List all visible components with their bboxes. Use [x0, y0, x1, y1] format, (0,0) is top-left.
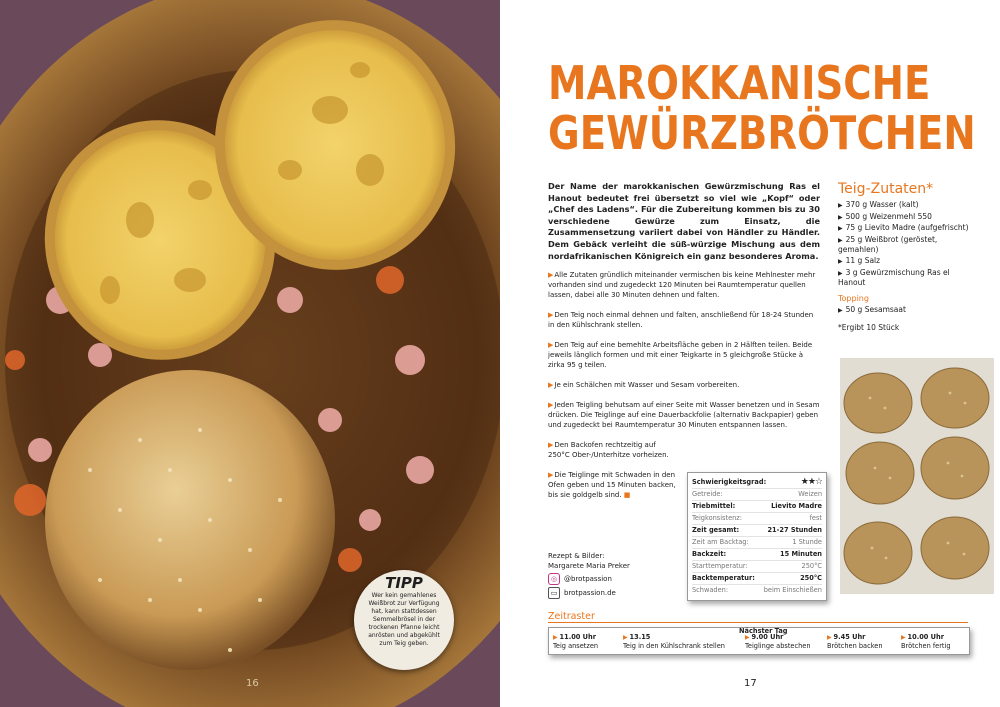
website-row[interactable]	[548, 587, 688, 599]
zeitraster-bar	[548, 627, 970, 655]
arrow-icon: ▶	[548, 401, 554, 409]
info-row	[692, 573, 822, 585]
instagram-icon: ◎	[548, 573, 560, 585]
page-number-right: 17	[744, 678, 757, 689]
tip-bubble	[354, 570, 454, 670]
ingredient-item: ▶ 370 g Wasser (kalt)	[838, 200, 919, 209]
step-text: Je ein Schälchen mit Wasser und Sesam vorbereiten.	[554, 381, 740, 389]
ingredients	[838, 181, 988, 332]
recipe-title	[548, 56, 976, 160]
info-value: beim Einschießen	[763, 586, 822, 594]
info-label: Triebmittel:	[692, 502, 736, 510]
info-value: Weizen	[798, 490, 822, 498]
credits-label: Rezept & Bilder:	[548, 552, 605, 560]
zeitraster-entry: ▶ 11.00 Uhr Teig ansetzen	[553, 633, 599, 650]
step-text: Alle Zutaten gründlich miteinander vermischen bis keine Mehlnester mehr vorhanden sind und zugedeckt 120 Minuten bei Raumtemperatur quellen lassen, dabei alle 30 Minuten dehnen und falten.	[548, 271, 816, 299]
ingredient-item: ▶ 11 g Salz	[838, 255, 881, 265]
zeitraster-entry: ▶ 10.00 Uhr Brötchen fertig	[901, 633, 951, 650]
yield-note: *Ergibt 10 Stück	[838, 323, 900, 333]
arrow-icon: ▶	[548, 341, 554, 349]
zeitraster-entry: ▶ 13.15 Teig in den Kühlschrank stellen	[623, 633, 725, 650]
arrow-icon: ▶	[623, 634, 630, 641]
instagram-handle: @brotpassion	[564, 575, 612, 583]
step-7	[548, 470, 678, 500]
ingredient-item: ▶ 500 g Weizenmehl 550	[838, 211, 932, 221]
triangle-icon: ▶	[838, 269, 843, 277]
info-value: 21-27 Stunden	[767, 526, 822, 534]
website-link: brotpassion.de	[564, 589, 616, 597]
step-4	[548, 380, 820, 390]
info-label: Starttemperatur:	[692, 562, 748, 570]
info-label: Backzeit:	[692, 550, 727, 558]
ingredient-item: ▶ 25 g Weißbrot (geröstet, gemahlen)	[838, 234, 938, 255]
ingredient-item: ▶ 3 g Gewürzmischung Ras el Hanout	[838, 267, 950, 288]
arrow-icon: ▶	[553, 634, 560, 641]
step-text: Die Teiglinge mit Schwaden in den Ofen geben und 15 Minuten backen, bis sie goldgelb sind.	[548, 471, 676, 499]
next-day-label: Nächster Tag	[739, 627, 788, 635]
info-row	[692, 561, 822, 573]
computer-icon: ▭	[548, 587, 560, 599]
page-number-left: 16	[246, 678, 259, 689]
arrow-icon: ▶	[548, 271, 554, 279]
step-2	[548, 310, 820, 330]
zeitraster-entry: ▶ 9.00 Uhr Teiglinge abstechen	[745, 633, 811, 650]
step-3	[548, 340, 820, 370]
tip-text: Wer kein gemahlenes Weißbrot zur Verfügung hat, kann stattdessen Semmelbrösel in der trockenen Pfanne leicht anrösten und abgekühlt zum Teig geben.	[368, 592, 440, 647]
step-text: Jeden Teigling behutsam auf einer Seite mit Wasser benetzen und in Sesam drücken. Die Teiglinge auf eine Dauerbackfolie (alternativ Backpapier) geben und zugedeckt bei Raumtemperatur 30 Minuten entspannen lassen.	[548, 401, 820, 429]
triangle-icon: ▶	[838, 202, 843, 209]
arrow-icon: ▶	[548, 311, 554, 319]
triangle-icon: ▶	[838, 306, 843, 314]
recipe-title-text: MAROKKANISCHE GEWÜRZBRÖTCHEN	[548, 56, 976, 160]
zeitraster-divider	[548, 622, 968, 623]
arrow-icon: ▶	[745, 634, 752, 641]
step-text: Den Teig auf eine bemehlte Arbeitsfläche geben in 2 Hälften teilen. Beide jeweils länglich formen und mit einer Teigkarte in 5 gleichgroße Stücke à zirka 95 g teilen.	[548, 341, 813, 369]
arrow-icon: ▶	[827, 634, 834, 641]
info-value: Lievito Madre	[771, 502, 822, 510]
arrow-icon: ▶	[548, 471, 554, 479]
dough-pieces-illustration	[840, 358, 994, 594]
info-box	[687, 472, 827, 601]
info-row	[692, 501, 822, 513]
tip-title: TIPP	[385, 574, 423, 592]
info-label: Schwierigkeitsgrad:	[692, 478, 767, 486]
info-value: 1 Stunde	[792, 538, 822, 546]
info-value: 250°C	[800, 574, 822, 582]
ingredient-item: ▶ 75 g Lievito Madre (aufgefrischt)	[838, 223, 969, 233]
info-label: Teigkonsistenz:	[692, 514, 742, 522]
triangle-icon: ▶	[838, 213, 843, 221]
credits-author: Margarete Maria Preker	[548, 562, 630, 570]
end-square-icon: ■	[623, 491, 631, 499]
info-row	[692, 489, 822, 501]
info-value: 250°C	[801, 562, 822, 570]
zeitraster-entry: ▶ 9.45 Uhr Brötchen backen	[827, 633, 883, 650]
arrow-icon: ▶	[548, 381, 554, 389]
credits	[548, 551, 688, 599]
arrow-icon: ▶	[548, 441, 554, 449]
info-label: Backtemperatur:	[692, 574, 755, 582]
dough-photo	[840, 358, 994, 594]
arrow-icon: ▶	[901, 634, 908, 641]
triangle-icon: ▶	[838, 236, 843, 244]
step-text: Den Backofen rechtzeitig auf 250°C Ober-/Unterhitze vorheizen.	[548, 441, 669, 459]
info-value: 15 Minuten	[780, 550, 822, 558]
topping-title: Topping	[838, 293, 869, 303]
step-5	[548, 400, 820, 430]
triangle-icon: ▶	[838, 225, 843, 233]
triangle-icon: ▶	[838, 257, 843, 265]
info-label: Zeit am Backtag:	[692, 538, 749, 546]
info-row	[692, 549, 822, 561]
instagram-row[interactable]	[548, 573, 688, 585]
info-row	[692, 477, 822, 489]
step-6	[548, 440, 678, 460]
info-label: Zeit gesamt:	[692, 526, 740, 534]
zeitraster-title: Zeitraster	[548, 611, 595, 622]
info-value: fest	[809, 514, 822, 522]
info-label: Schwaden:	[692, 586, 729, 594]
step-1	[548, 270, 820, 300]
topping-item: ▶ 50 g Sesamsaat	[838, 304, 906, 314]
intro-paragraph: Der Name der marokkanischen Gewürzmischung Ras el Hanout bedeutet frei übersetzt so viel wie „Kopf“ oder „Chef des Ladens“. Für die Zubereitung kommen bis zu 30 verschiedene Gewürze zum Einsatz, die Zusammensetzung variiert dabei von Händler zu Händler. Dem Gebäck verleiht die süß-würzige Mischung aus dem nordafrikanischen Königreich ein ganz besonderes Aroma.	[548, 181, 820, 261]
info-row	[692, 585, 822, 596]
info-row	[692, 513, 822, 525]
ingredients-title: Teig-Zutaten*	[838, 181, 934, 197]
difficulty-stars: ★★☆	[800, 477, 822, 487]
info-label: Getreide:	[692, 490, 723, 498]
step-text: Den Teig noch einmal dehnen und falten, anschließend für 18-24 Stunden in den Kühlschrank stellen.	[548, 311, 814, 329]
info-row	[692, 537, 822, 549]
info-row	[692, 525, 822, 537]
